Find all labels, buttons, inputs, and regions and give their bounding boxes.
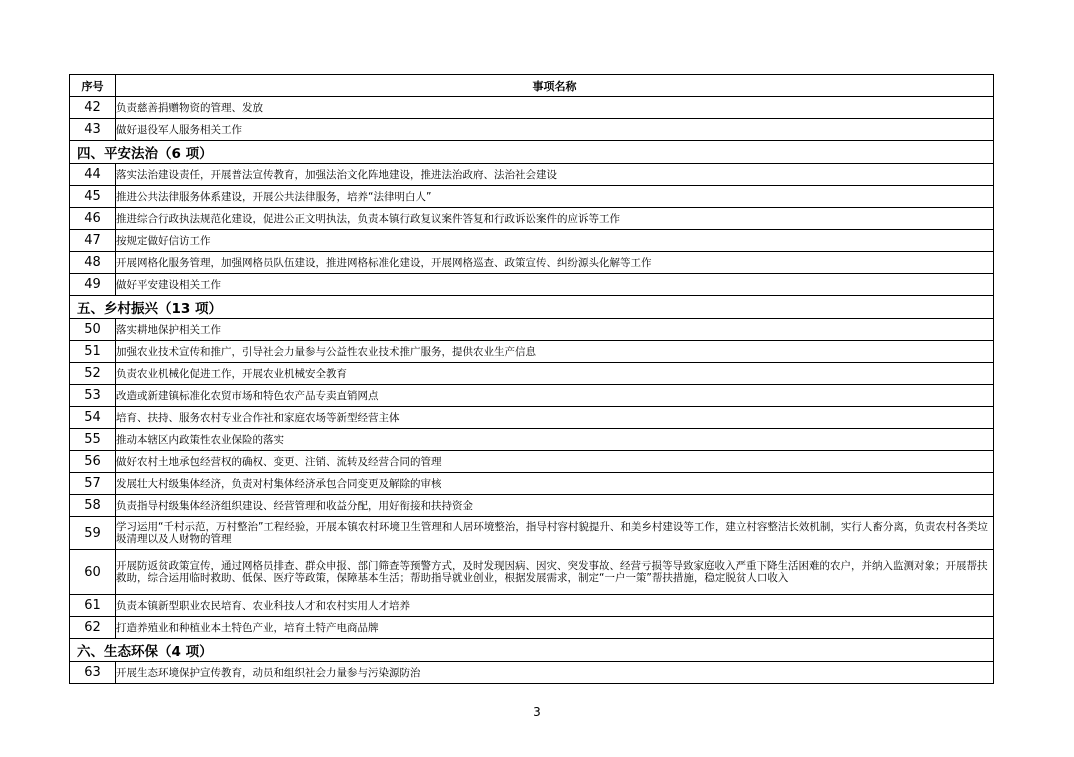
row-item-text: 开展生态环境保护宣传教育，动员和组织社会力量参与污染源防治 <box>116 662 994 684</box>
row-item-text: 负责慈善捐赠物资的管理、发放 <box>116 97 994 119</box>
row-item-text: 开展网格化服务管理，加强网格员队伍建设，推进网格标准化建设，开展网格巡查、政策宣传、纠纷源头化解等工作 <box>116 252 994 274</box>
row-item-text: 落实法治建设责任，开展普法宣传教育，加强法治文化阵地建设，推进法治政府、法治社会建设 <box>116 164 994 186</box>
row-item-text: 打造养殖业和种植业本土特色产业，培育土特产电商品牌 <box>116 617 994 639</box>
table-row <box>70 97 994 119</box>
row-number: 63 <box>70 662 116 684</box>
table-row <box>70 319 994 341</box>
table-row <box>70 186 994 208</box>
header-number: 序号 <box>70 75 116 97</box>
row-number: 42 <box>70 97 116 119</box>
row-item-text: 推动本辖区内政策性农业保险的落实 <box>116 429 994 451</box>
section-heading: 五、乡村振兴（13 项） <box>70 296 994 319</box>
table-row <box>70 363 994 385</box>
row-number: 43 <box>70 119 116 141</box>
row-item-text: 按规定做好信访工作 <box>116 230 994 252</box>
header-item-name: 事项名称 <box>116 75 994 97</box>
table-row <box>70 252 994 274</box>
row-number: 57 <box>70 473 116 495</box>
row-number: 56 <box>70 451 116 473</box>
page-number: 3 <box>533 705 541 719</box>
row-item-text: 负责本镇新型职业农民培育、农业科技人才和农村实用人才培养 <box>116 595 994 617</box>
row-number: 49 <box>70 274 116 296</box>
section-heading-row <box>70 296 994 319</box>
section-heading-row <box>70 141 994 164</box>
table-row <box>70 341 994 363</box>
row-number: 53 <box>70 385 116 407</box>
row-item-text: 做好退役军人服务相关工作 <box>116 119 994 141</box>
row-number: 59 <box>70 517 116 550</box>
row-item-text: 开展防返贫政策宣传，通过网格员排查、群众申报、部门筛查等预警方式，及时发现因病、因灾、突发事故、经营亏损等导致家庭收入严重下降生活困难的农户，并纳入监测对象；开展帮扶救助，综合运用临时救助、低保、医疗等政策，保障基本生活；帮助指导就业创业，根据发展需求，制定“一户一策”帮扶措施，稳定脱贫人口收入 <box>116 550 994 595</box>
table-row <box>70 230 994 252</box>
row-item-text: 改造或新建镇标准化农贸市场和特色农产品专卖直销网点 <box>116 385 994 407</box>
table-row <box>70 595 994 617</box>
row-number: 54 <box>70 407 116 429</box>
section-heading-row <box>70 639 994 662</box>
section-heading: 四、平安法治（6 项） <box>70 141 994 164</box>
table-row <box>70 473 994 495</box>
table-row <box>70 119 994 141</box>
row-number: 50 <box>70 319 116 341</box>
row-number: 55 <box>70 429 116 451</box>
affairs-table <box>69 74 994 684</box>
table-row <box>70 407 994 429</box>
table-row <box>70 385 994 407</box>
row-number: 48 <box>70 252 116 274</box>
row-item-text: 加强农业技术宣传和推广，引导社会力量参与公益性农业技术推广服务，提供农业生产信息 <box>116 341 994 363</box>
row-number: 52 <box>70 363 116 385</box>
table-row <box>70 451 994 473</box>
table-row <box>70 429 994 451</box>
table-row <box>70 662 994 684</box>
row-number: 47 <box>70 230 116 252</box>
row-item-text: 发展壮大村级集体经济，负责对村集体经济承包合同变更及解除的审核 <box>116 473 994 495</box>
row-number: 60 <box>70 550 116 595</box>
table-header-row <box>70 75 994 97</box>
table-row <box>70 517 994 550</box>
table-row <box>70 550 994 595</box>
row-number: 51 <box>70 341 116 363</box>
section-heading: 六、生态环保（4 项） <box>70 639 994 662</box>
row-item-text: 做好农村土地承包经营权的确权、变更、注销、流转及经营合同的管理 <box>116 451 994 473</box>
row-number: 45 <box>70 186 116 208</box>
table-row <box>70 495 994 517</box>
row-number: 58 <box>70 495 116 517</box>
row-item-text: 做好平安建设相关工作 <box>116 274 994 296</box>
row-item-text: 推进综合行政执法规范化建设，促进公正文明执法，负责本镇行政复议案件答复和行政诉讼案件的应诉等工作 <box>116 208 994 230</box>
table-body <box>70 97 994 684</box>
row-number: 62 <box>70 617 116 639</box>
table-row <box>70 208 994 230</box>
row-item-text: 负责农业机械化促进工作，开展农业机械安全教育 <box>116 363 994 385</box>
table-row <box>70 274 994 296</box>
row-number: 46 <box>70 208 116 230</box>
row-number: 61 <box>70 595 116 617</box>
row-item-text: 推进公共法律服务体系建设，开展公共法律服务，培养“法律明白人” <box>116 186 994 208</box>
table-row <box>70 617 994 639</box>
row-item-text: 培育、扶持、服务农村专业合作社和家庭农场等新型经营主体 <box>116 407 994 429</box>
row-item-text: 学习运用“千村示范，万村整治”工程经验，开展本镇农村环境卫生管理和人居环境整治，指导村容村貌提升、和美乡村建设等工作，建立村容整洁长效机制，实行人畜分离，负责农村各类垃圾清理以及人财物的管理 <box>116 517 994 550</box>
row-item-text: 落实耕地保护相关工作 <box>116 319 994 341</box>
table-row <box>70 164 994 186</box>
row-number: 44 <box>70 164 116 186</box>
row-item-text: 负责指导村级集体经济组织建设、经营管理和收益分配，用好衔接和扶持资金 <box>116 495 994 517</box>
